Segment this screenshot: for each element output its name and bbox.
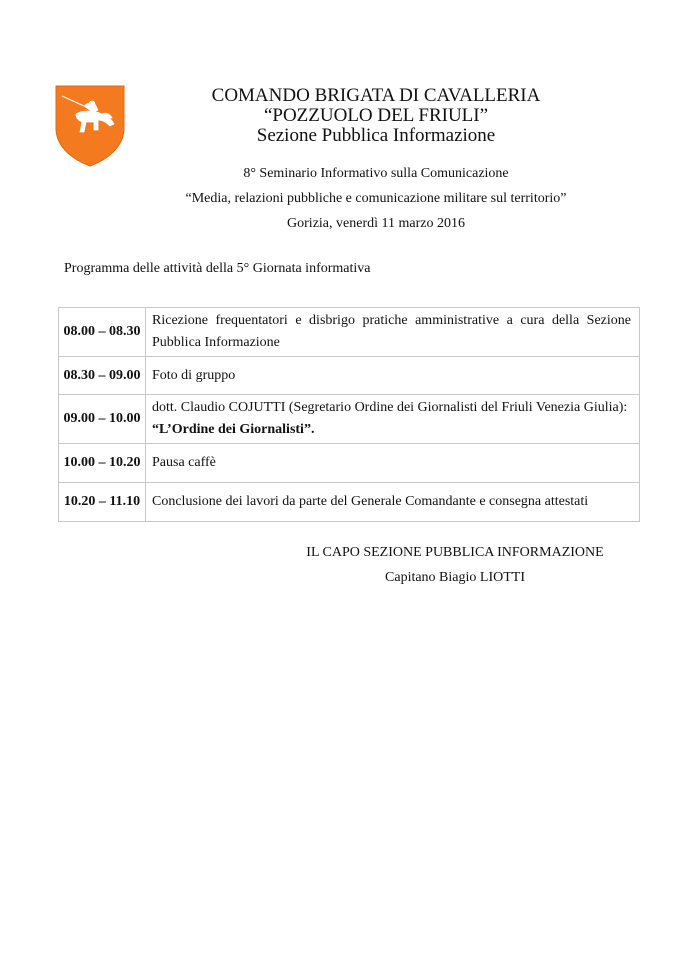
cavalry-brigade-shield-icon (54, 84, 126, 168)
program-intro: Programma delle attività della 5° Giornata informativa (64, 261, 371, 276)
table-row (59, 395, 640, 444)
time-slot: 10.20 – 11.10 (63, 494, 141, 509)
table-row (59, 308, 640, 357)
activity-description: Conclusione dei lavori da parte del Generale Comandante e consegna attestati (152, 494, 589, 509)
time-slot: 09.00 – 10.00 (63, 411, 141, 426)
talk-title: “L’Ordine dei Giornalisti”. (152, 422, 315, 437)
schedule-table (58, 307, 640, 522)
table-row (59, 357, 640, 395)
activity-description: Pausa caffè (152, 455, 216, 470)
signature-name: Capitano Biagio LIOTTI (385, 570, 525, 585)
seminar-place-date: Gorizia, venerdì 11 marzo 2016 (287, 216, 465, 231)
section-name: Sezione Pubblica Informazione (256, 125, 496, 146)
brigade-subtitle: “POZZUOLO DEL FRIULI” (263, 105, 489, 126)
activity-description: dott. Claudio COJUTTI (Segretario Ordine dei Giornalisti del Friuli Venezia Giulia): (152, 400, 628, 415)
time-slot: 08.30 – 09.00 (63, 367, 141, 383)
table-row (59, 444, 640, 483)
activity-description: Foto di gruppo (152, 367, 236, 383)
signature-role: IL CAPO SEZIONE PUBBLICA INFORMAZIONE (306, 545, 604, 560)
activity-description: Ricezione frequentatori e disbrigo pratiche amministrative a cura della Sezione Pubblica Informazione (152, 313, 631, 350)
seminar-theme: “Media, relazioni pubbliche e comunicazione militare sul territorio” (185, 191, 567, 206)
seminar-title: 8° Seminario Informativo sulla Comunicazione (243, 166, 509, 181)
time-slot: 08.00 – 08.30 (63, 324, 141, 339)
brigade-name: COMANDO BRIGATA DI CAVALLERIA (211, 85, 541, 106)
time-slot: 10.00 – 10.20 (63, 455, 141, 470)
table-row (59, 483, 640, 522)
document-header (150, 86, 602, 146)
